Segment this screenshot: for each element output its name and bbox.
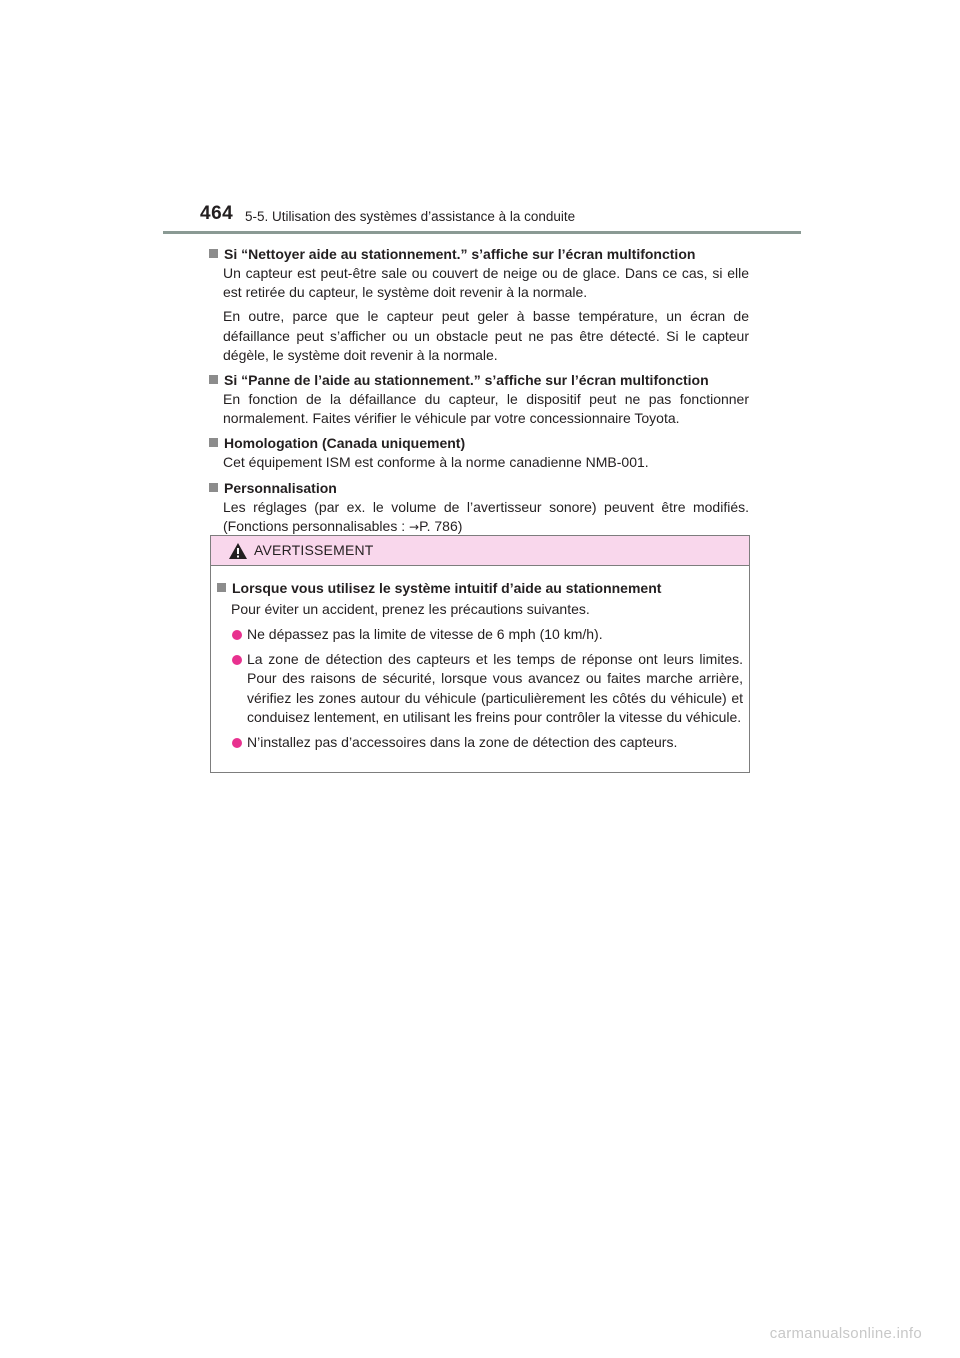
warning-triangle-icon: [228, 542, 248, 560]
section-heading: [209, 433, 749, 453]
paragraph: Cet équipement ISM est conforme à la norme canadienne NMB-001.: [223, 454, 649, 471]
section-homologation: [209, 433, 749, 472]
paragraph-text: Les réglages (par ex. le volume de l’avertisseur sonore) peuvent être modifiés. (Fonctions personnalisables :: [223, 498, 749, 534]
warning-body: [211, 566, 749, 752]
warning-intro: Pour éviter un accident, prenez les précautions suivantes.: [231, 601, 590, 617]
paragraph: Un capteur est peut-être sale ou couvert de neige ou de glace. Dans ce cas, si elle est retirée du capteur, le système doit revenir à la normale.: [223, 265, 749, 301]
watermark: carmanualsonline.info: [769, 1325, 922, 1342]
running-head: 5-5. Utilisation des systèmes d’assistance à la conduite: [245, 209, 576, 224]
paragraph: En fonction de la défaillance du capteur, le dispositif peut ne pas fonctionner normalement. Faites vérifier le véhicule par votre concessionnaire Toyota.: [223, 391, 749, 427]
square-bullet-icon: [209, 249, 218, 258]
section-heading-text: Personnalisation: [224, 479, 337, 496]
section-heading-text: Si “Panne de l’aide au stationnement.” s’affiche sur l’écran multifonction: [224, 372, 709, 389]
list-item-text: N’installez pas d’accessoires dans la zone de détection des capteurs.: [247, 734, 678, 751]
warning-box: [210, 535, 750, 773]
section-nettoyer: [209, 244, 749, 365]
section-heading: [209, 478, 749, 498]
square-bullet-icon: [209, 483, 218, 492]
warning-heading-text: Lorsque vous utilisez le système intuitif d’aide au stationnement: [232, 580, 662, 596]
section-heading-text: Si “Nettoyer aide au stationnement.” s’affiche sur l’écran multifonction: [224, 246, 696, 262]
main-content: [209, 244, 749, 542]
round-bullet-icon: [232, 630, 242, 640]
square-bullet-icon: [209, 375, 218, 384]
square-bullet-icon: [209, 438, 218, 447]
list-item: [217, 625, 743, 644]
list-item-text: Ne dépassez pas la limite de vitesse de 6 mph (10 km/h).: [247, 626, 603, 642]
section-panne: [209, 370, 749, 428]
page-number: 464: [200, 203, 234, 224]
list-item: [217, 650, 743, 727]
paragraph: [209, 498, 749, 537]
warning-header: [211, 536, 749, 566]
list-item-text: La zone de détection des capteurs et les temps de réponse ont leurs limites. Pour des raisons de sécurité, lorsque vous avancez ou faites marche arrière, vérifiez les zones autour du véhicule (particulièrement les côtés du véhicule) et conduisez lentement, en utilisant les freins pour contrôler la vitesse du véhicule.: [247, 651, 743, 725]
section-heading-text: Homologation (Canada uniquement): [224, 435, 466, 452]
square-bullet-icon: [217, 583, 226, 592]
page-reference-arrow: →: [409, 519, 420, 534]
page-reference-link[interactable]: P. 786): [419, 517, 463, 534]
section-heading: [209, 244, 749, 264]
round-bullet-icon: [232, 655, 242, 665]
warning-heading: [217, 578, 743, 598]
header-rule: [163, 231, 801, 234]
round-bullet-icon: [232, 738, 242, 748]
section-personnalisation: [209, 478, 749, 537]
paragraph: En outre, parce que le capteur peut geler à basse température, un écran de défaillance peut s’afficher ou un obstacle peut ne pas être détecté. Si le capteur dégèle, le système doit revenir à la normale.: [223, 308, 749, 363]
warning-title: AVERTISSEMENT: [254, 542, 374, 558]
section-heading: [209, 370, 749, 390]
list-item: [217, 733, 743, 752]
